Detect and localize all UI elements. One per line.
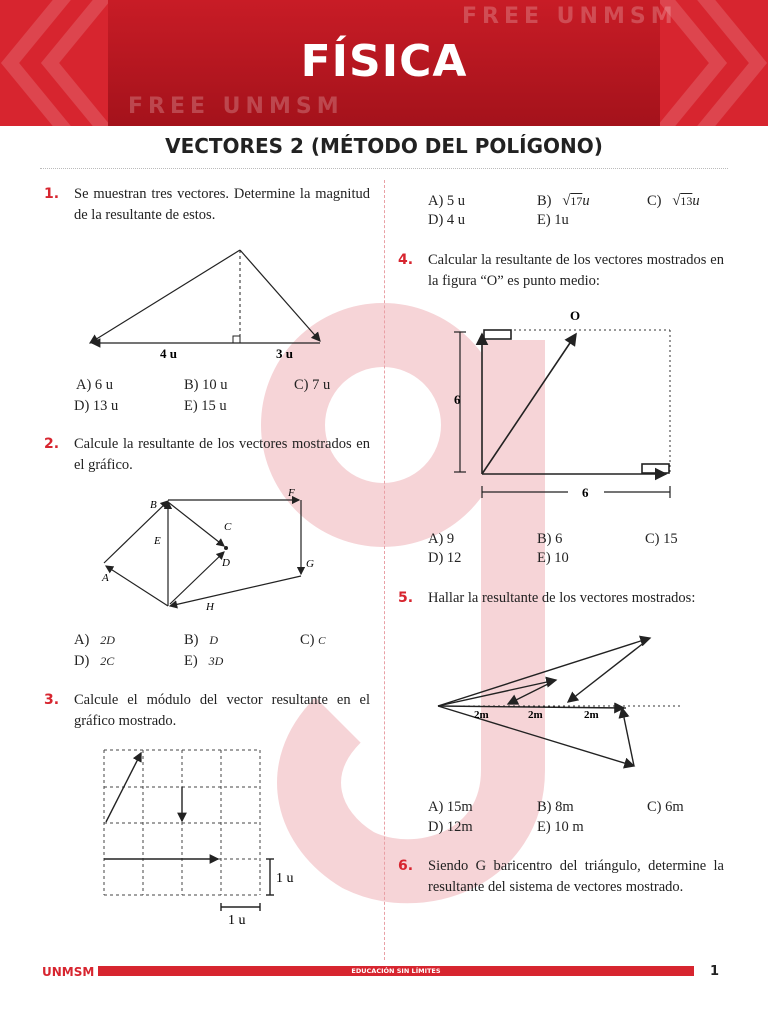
q1-option-a[interactable]: A) 6 u <box>76 377 114 393</box>
q2-option-e-value: 3D <box>208 654 224 668</box>
q3-text: Calcule el módulo del vector resultante en el gráfico mostrado. <box>74 692 370 729</box>
page-header <box>0 0 768 126</box>
q2-label-b: B <box>150 499 157 511</box>
q3-option-c[interactable]: C) √13u <box>647 193 700 209</box>
q1-figure <box>80 240 340 365</box>
page-title: FÍSICA <box>300 36 468 87</box>
q2-figure <box>92 488 332 618</box>
q4-label-width: 6 <box>582 485 589 500</box>
q2-option-a-value: 2D <box>100 633 115 647</box>
q3-option-a[interactable]: A) 5 u <box>428 193 466 209</box>
q2-option-c-value: C <box>318 635 326 647</box>
q2-option-a[interactable] <box>74 632 115 649</box>
q2-label-g: G <box>306 558 314 570</box>
q5-label-2: 2m <box>528 709 543 721</box>
q3-option-b-letter: B) <box>537 193 552 209</box>
q2-text: Calcule la resultante de los vectores mostrados en el gráfico. <box>74 436 370 473</box>
q5-label-3: 2m <box>584 709 599 721</box>
q2-number: 2. <box>44 436 60 452</box>
q3-option-d[interactable]: D) 4 u <box>428 212 466 228</box>
q2-option-d-letter: D) <box>74 653 90 669</box>
q2-label-h: H <box>206 601 214 613</box>
q4-option-d[interactable]: D) 12 <box>428 550 462 566</box>
q5-option-d[interactable]: D) 12m <box>428 819 473 835</box>
q1-label-3u: 3 u <box>276 346 293 361</box>
q5-option-e[interactable]: E) 10 m <box>537 819 584 835</box>
q2-label-f: F <box>288 488 295 499</box>
column-separator <box>384 180 385 960</box>
q4-option-a[interactable]: A) 9 <box>428 531 455 547</box>
footer-slogan: EDUCACIÓN SIN LÍMITES <box>351 967 441 975</box>
q1-option-b[interactable]: B) 10 u <box>184 377 228 393</box>
q3-option-c-root: 13 <box>680 194 693 208</box>
q5-option-b[interactable]: B) 8m <box>537 799 574 815</box>
q3-option-b[interactable]: B) √17u <box>537 193 590 209</box>
q5-label-1: 2m <box>474 709 489 721</box>
q4-option-b[interactable]: B) 6 <box>537 531 563 547</box>
q2-option-b-value: D <box>209 633 219 647</box>
q4-label-o: O <box>570 308 581 323</box>
header-watermark-bottom: FREE UNMSM <box>128 94 344 119</box>
subtitle-divider <box>40 168 728 169</box>
q2-option-c-letter: C) <box>300 632 315 648</box>
q5-option-c[interactable]: C) 6m <box>647 799 684 815</box>
page-subtitle: VECTORES 2 (MÉTODO DEL POLÍGONO) <box>165 134 603 158</box>
q3-option-b-root: 17 <box>570 194 583 208</box>
q1-option-d[interactable]: D) 13 u <box>74 398 119 414</box>
q2-option-b-letter: B) <box>184 632 199 648</box>
q2-label-c: C <box>224 521 232 533</box>
q4-number: 4. <box>398 252 414 268</box>
q6-text: Siendo G baricentro del triángulo, determine la resultante del sistema de vectores mostrado. <box>428 858 724 895</box>
q2-option-d[interactable] <box>74 653 114 670</box>
q3-option-c-letter: C) <box>647 193 662 209</box>
q1-label-4u: 4 u <box>160 346 177 361</box>
q4-text: Calcular la resultante de los vectores mostrados en la figura “O” es punto medio: <box>428 252 724 289</box>
q4-option-c[interactable]: C) 15 <box>645 531 678 547</box>
q2-option-b[interactable] <box>184 632 218 649</box>
q1-number: 1. <box>44 186 60 202</box>
q1-option-e[interactable]: E) 15 u <box>184 398 227 414</box>
q4-figure <box>448 304 688 504</box>
q3-figure <box>98 744 308 929</box>
q2-option-a-letter: A) <box>74 632 90 648</box>
q5-option-a[interactable]: A) 15m <box>428 799 473 815</box>
q3-number: 3. <box>44 692 60 708</box>
q5-text: Hallar la resultante de los vectores mostrados: <box>428 590 696 606</box>
q5-number: 5. <box>398 590 414 606</box>
q5-figure <box>430 628 690 778</box>
q1-option-c[interactable]: C) 7 u <box>294 377 331 393</box>
q2-label-e: E <box>154 535 161 547</box>
q2-option-c[interactable] <box>300 632 325 649</box>
q3-option-b-unit: u <box>582 193 590 209</box>
q2-option-d-value: 2C <box>100 654 115 668</box>
q4-label-height: 6 <box>454 392 461 407</box>
q2-label-d: D <box>222 557 230 569</box>
q3-label-horizontal: 1 u <box>228 913 246 928</box>
q4-option-e[interactable]: E) 10 <box>537 550 569 566</box>
q3-label-vertical: 1 u <box>276 871 294 886</box>
header-watermark-top: FREE UNMSM <box>462 4 678 29</box>
q2-option-e[interactable] <box>184 653 223 670</box>
q1-text: Se muestran tres vectores. Determine la magnitud de la resultante de estos. <box>74 186 370 223</box>
q3-option-e[interactable]: E) 1u <box>537 212 569 228</box>
q2-option-e-letter: E) <box>184 653 198 669</box>
q2-label-a: A <box>102 572 109 584</box>
page-number: 1 <box>710 964 720 979</box>
footer-brand: UNMSM <box>42 965 95 979</box>
q3-option-c-unit: u <box>692 193 700 209</box>
q6-number: 6. <box>398 858 414 874</box>
